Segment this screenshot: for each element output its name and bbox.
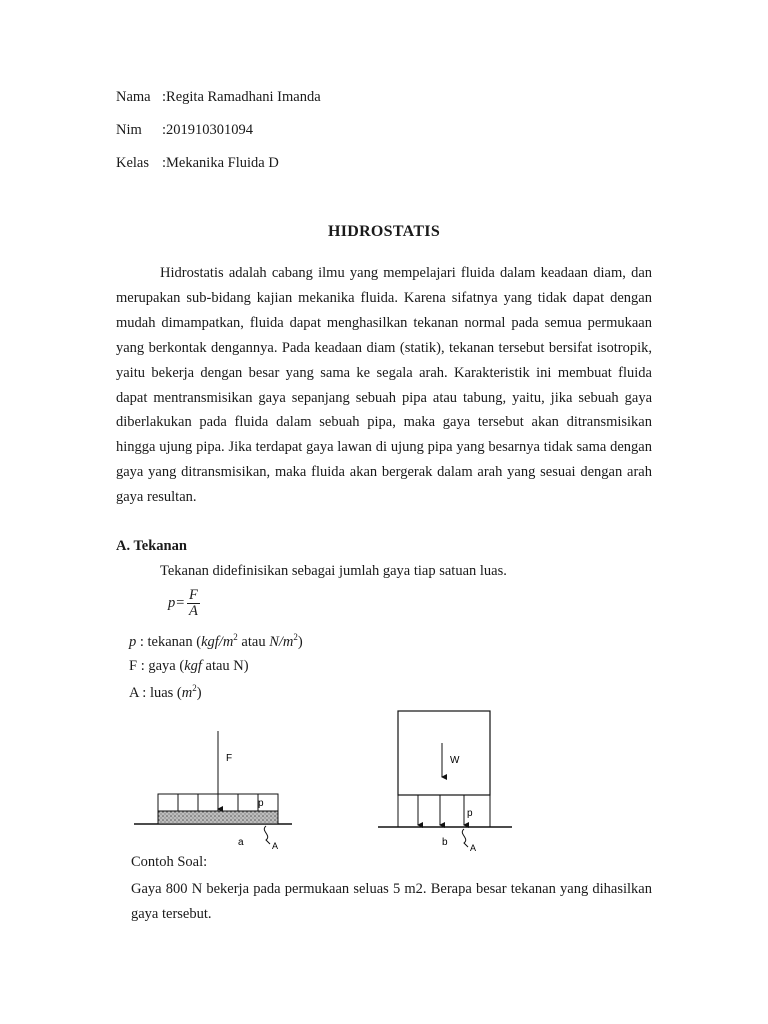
pressure-label: p (258, 798, 264, 809)
variable-desc: : gaya ( (137, 658, 185, 674)
name-label: Nama (116, 89, 151, 105)
pressure-label: p (467, 808, 473, 819)
diagram-b (378, 711, 512, 853)
superscript: 2 (233, 632, 238, 642)
unit-text: m (181, 684, 193, 701)
unit-text: kgf (184, 658, 202, 674)
variable-symbol: p (129, 633, 137, 650)
formula-denominator: A (189, 603, 198, 619)
intro-paragraph (116, 261, 652, 510)
variable-f (129, 658, 249, 675)
weight-label: W (450, 755, 460, 766)
unit-text: N/m (269, 633, 294, 650)
pressure-figure (130, 703, 610, 853)
weight-block (398, 711, 490, 795)
superscript: 2 (293, 632, 298, 642)
name-value: :Regita Ramadhani Imanda (162, 89, 321, 105)
area-label: A (272, 841, 279, 851)
nim-value: :201910301094 (162, 122, 254, 138)
unit-text: kgf/m (201, 633, 234, 650)
variable-a (129, 683, 202, 702)
variable-desc: : tekanan ( (136, 633, 202, 650)
fluid-column (398, 795, 490, 827)
pressure-formula (168, 588, 200, 619)
diagram-a (134, 731, 292, 851)
section-heading: A. Tekanan (116, 538, 187, 554)
example-text: Gaya 800 N bekerja pada permukaan seluas 5 m2. Berapa besar tekanan yang dihasilkan gaya tersebut. (131, 881, 652, 922)
close-paren: ) (297, 633, 303, 650)
separator-text: atau N) (201, 658, 249, 674)
force-label: F (226, 753, 233, 764)
superscript: 2 (192, 683, 197, 693)
document-title: HIDROSTATIS (327, 223, 441, 240)
variable-p (129, 632, 303, 651)
caption-label: b (442, 837, 448, 848)
caption-label: a (238, 837, 244, 848)
variable-symbol: F (129, 658, 138, 674)
formula-numerator: F (189, 587, 198, 603)
variable-desc: : luas ( (138, 684, 182, 701)
nim-label: Nim (116, 122, 142, 138)
formula-lhs: p= (168, 594, 186, 611)
separator-text: atau (237, 633, 270, 650)
area-label: A (470, 843, 477, 853)
definition-text: Tekanan didefinisikan sebagai jumlah gaya tiap satuan luas. (160, 563, 507, 579)
close-paren: ) (196, 684, 202, 701)
class-label: Kelas (116, 155, 150, 171)
class-value: :Mekanika Fluida D (162, 155, 279, 171)
example-label: Contoh Soal: (131, 854, 208, 870)
squiggle-icon (462, 829, 468, 847)
squiggle-icon (264, 826, 270, 844)
fluid-layer (158, 811, 278, 824)
variable-symbol: A (129, 684, 139, 701)
intro-text: Hidrostatis adalah cabang ilmu yang mempelajari fluida dalam keadaan diam, dan merupakan sub-bidang kajian mekanika fluida. Karena sifatnya yang tidak dapat dengan mudah dimampatkan, fluida dapat menghasilkan tekanan normal pada semua permukaan yang berkontak dengannya. Pada keadaan diam (statik), tekanan tersebut bersifat isotropik, yaitu bekerja dengan besar yang sama ke segala arah. Karakteristik ini membuat fluida dapat mentransmisikan gaya sepanjang sebuah pipa atau tabung, yaitu, jika sebuah gaya diberlakukan pada fluida dalam sebuah pipa, maka gaya tersebut akan ditransmisikan hingga ujung pipa. Jika terdapat gaya lawan di ujung pipa yang besarnya tidak sama dengan gaya yang ditransmisikan, maka fluida akan bergerak dalam arah yang sesuai dengan arah gaya resultan. (116, 265, 652, 506)
